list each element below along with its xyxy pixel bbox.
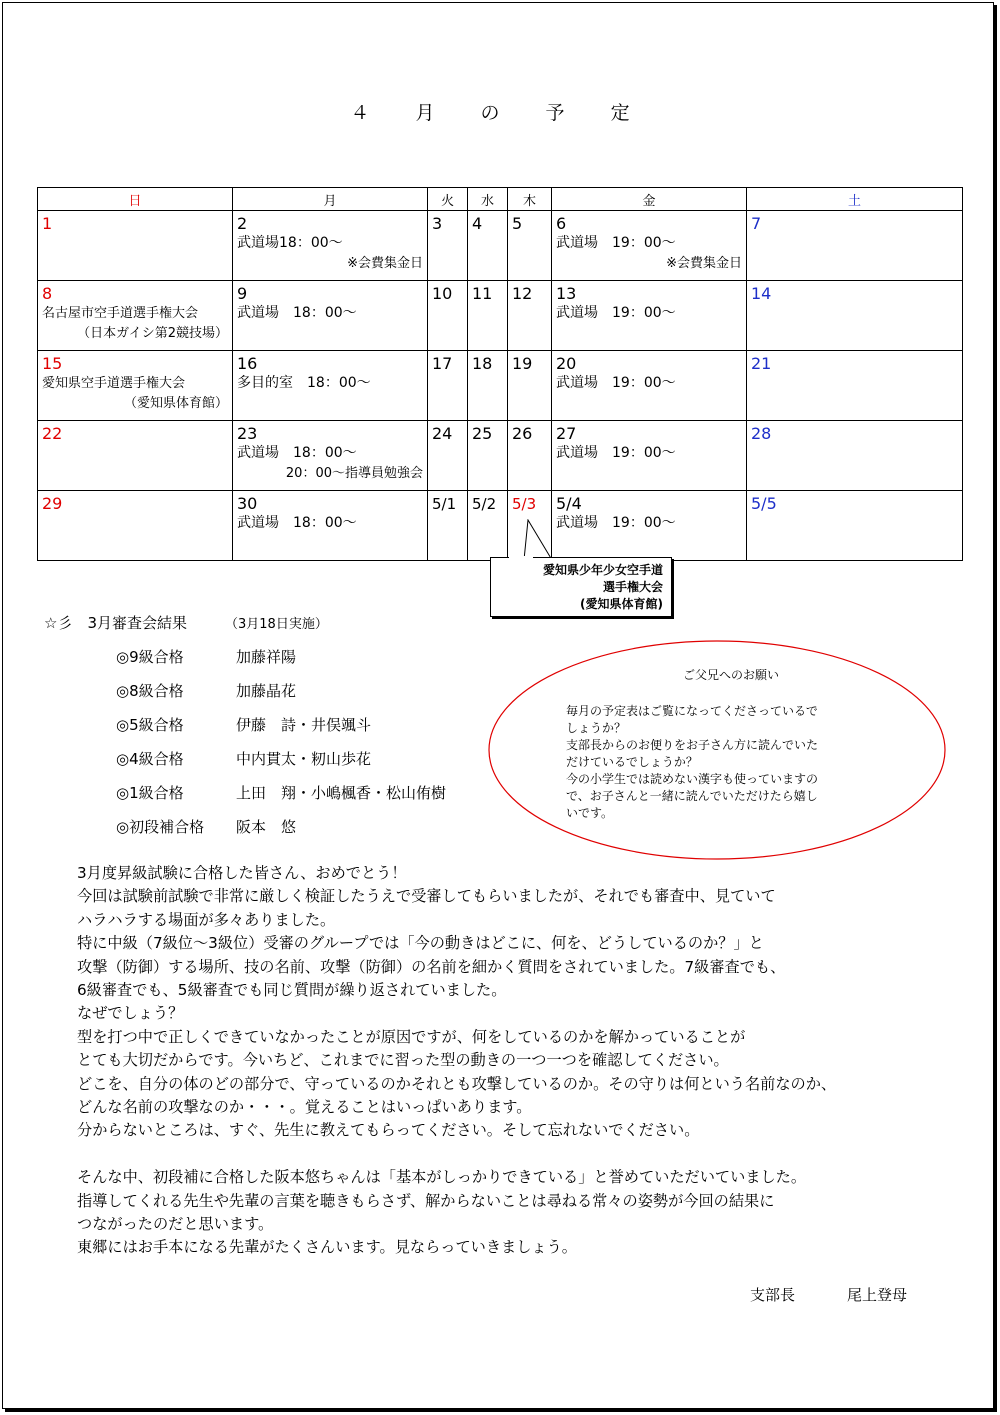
day-number: 28: [751, 424, 772, 443]
day-number: 1: [42, 214, 53, 233]
day-cell: [552, 281, 747, 351]
event-text: 武道場 18：00～: [237, 515, 357, 531]
callout-line: (愛知県体育館): [580, 597, 663, 611]
callout-pointer: [508, 519, 568, 561]
day-number: 25: [472, 424, 493, 443]
signature-name: 尾上登母: [847, 1286, 908, 1304]
result-names: 加藤晶花: [236, 682, 297, 700]
day-number: 29: [42, 494, 63, 513]
day-number: 9: [237, 284, 248, 303]
calendar-week-row: [38, 281, 963, 351]
day-number: 13: [556, 284, 577, 303]
event-text: 多目的室 18：00～: [237, 375, 371, 391]
event-text: 武道場18：00～: [237, 235, 343, 251]
day-cell: [428, 281, 468, 351]
body-line: 6級審査でも、5級審査でも同じ質問が繰り返されていました。: [77, 981, 507, 1000]
day-number: 10: [432, 284, 453, 303]
result-row: [116, 748, 446, 782]
header-friday: 金: [552, 188, 747, 211]
result-grade: ◎5級合格: [116, 716, 184, 734]
result-grade: ◎8級合格: [116, 682, 184, 700]
request-line: 今の小学生では読めない漢字も使っていますの: [566, 772, 819, 786]
day-number: 22: [42, 424, 63, 443]
day-number: 23: [237, 424, 258, 443]
body-line: とても大切だからです。今いちど、これまでに習った型の動きの一つ一つを確認してください。: [77, 1051, 729, 1070]
result-grade: ◎初段補合格: [116, 818, 205, 836]
header-saturday: 土: [747, 188, 963, 211]
day-number: 24: [432, 424, 453, 443]
day-cell: [552, 491, 747, 561]
event-text: 武道場 19：00～: [556, 305, 676, 321]
callout-line: 選手権大会: [602, 580, 663, 594]
day-cell: [508, 211, 552, 281]
day-cell: [508, 281, 552, 351]
day-number: 2: [237, 214, 248, 233]
results-date: （3月18日実施）: [225, 617, 328, 632]
day-number: 20: [556, 354, 577, 373]
day-cell: [552, 421, 747, 491]
day-number: 5/4: [556, 494, 582, 513]
result-row: [116, 646, 446, 680]
body-line: どんな名前の攻撃なのか・・・。覚えることはいっぱいあります。: [77, 1098, 532, 1117]
body-line: 型を打つ中で正しくできていなかったことが原因ですが、何をしているのかを解かっていることが: [77, 1027, 746, 1046]
day-number: 12: [512, 284, 533, 303]
tournament-callout: [490, 557, 672, 617]
result-names: 上田 翔・小嶋楓香・松山侑樹: [236, 784, 447, 802]
day-cell: [747, 491, 963, 561]
day-number: 7: [751, 214, 762, 233]
day-cell: [38, 211, 233, 281]
day-number: 5: [512, 214, 523, 233]
day-number: 17: [432, 354, 453, 373]
event-text: 武道場 18：00～: [237, 305, 357, 321]
day-cell: [468, 491, 508, 561]
day-cell: [552, 351, 747, 421]
day-cell: [233, 421, 428, 491]
day-cell: [747, 281, 963, 351]
results-heading: [44, 612, 328, 633]
body-line: 指導してくれる先生や先輩の言葉を聴きもらさず、解からないことは尋ねる常々の姿勢が今回の結果に: [77, 1191, 775, 1210]
event-text: 武道場 19：00～: [556, 445, 676, 461]
day-cell: [233, 281, 428, 351]
event-note: （愛知県体育館）: [123, 396, 228, 411]
callout-joint: [509, 556, 533, 559]
calendar-week-row: [38, 491, 963, 561]
day-cell: [428, 491, 468, 561]
page-title: ４ 月 の 予 定: [350, 102, 650, 124]
result-grade: ◎1級合格: [116, 784, 184, 802]
day-cell: [233, 211, 428, 281]
day-cell: [508, 351, 552, 421]
body-line: 特に中級（7級位～3級位）受審のグループでは「今の動きはどこに、何を、どうしているのか？」と: [77, 934, 764, 953]
day-number: 3: [432, 214, 443, 233]
day-cell: [233, 351, 428, 421]
event-text: 武道場 19：00～: [556, 515, 676, 531]
day-number: 18: [472, 354, 493, 373]
event-note: （日本ガイシ第2競技場）: [77, 326, 228, 341]
day-number: 27: [556, 424, 577, 443]
body-line: つながったのだと思います。: [77, 1215, 274, 1234]
day-number: 30: [237, 494, 258, 513]
body-line: 分からないところは、すぐ、先生に教えてもらってください。そして忘れないでください。: [77, 1121, 700, 1140]
body-line: 今回は試験前試験で非常に厳しく検証したうえで受審してもらいましたが、それでも審査中、見ていて: [77, 887, 776, 906]
day-cell: [428, 421, 468, 491]
day-cell: [38, 421, 233, 491]
schedule-calendar: [37, 187, 963, 561]
calendar-week-row: [38, 211, 963, 281]
signature: [750, 1284, 907, 1305]
body-line: ハラハラする場面が多々ありました。: [77, 910, 336, 929]
event-text: 愛知県空手道選手権大会: [42, 376, 186, 391]
day-cell: [233, 491, 428, 561]
day-cell: [38, 491, 233, 561]
result-grade: ◎4級合格: [116, 750, 184, 768]
request-line: で、お子さんと一緒に読んでいただけたら嬉し: [566, 789, 818, 803]
day-cell: [428, 211, 468, 281]
request-line: だけているでしょうか？: [566, 755, 698, 769]
result-names: 中内貫太・籾山歩花: [236, 750, 372, 768]
result-row: [116, 680, 446, 714]
event-text: 名古屋市空手道選手権大会: [42, 306, 199, 321]
header-tuesday: 火: [428, 188, 468, 211]
header-sunday: 日: [38, 188, 233, 211]
day-cell: [468, 211, 508, 281]
calendar-header-row: [38, 188, 963, 211]
callout-line: 愛知県少年少女空手道: [542, 563, 663, 577]
request-line: 毎月の予定表はご覧になってくださっているで: [566, 704, 818, 718]
day-number: 4: [472, 214, 483, 233]
event-text: 武道場 19：00～: [556, 235, 676, 251]
header-thursday: 木: [508, 188, 552, 211]
day-number: 5/1: [432, 495, 457, 513]
event-note: ※会費集金日: [666, 256, 742, 271]
result-names: 加藤祥陽: [236, 648, 297, 666]
day-cell: [38, 351, 233, 421]
result-grade: ◎9級合格: [116, 648, 184, 666]
day-cell: [508, 421, 552, 491]
day-number: 21: [751, 354, 772, 373]
header-monday: 月: [233, 188, 428, 211]
day-number: 16: [237, 354, 258, 373]
day-cell: [468, 421, 508, 491]
day-number: 14: [751, 284, 772, 303]
result-row: [116, 816, 446, 850]
day-cell: [468, 351, 508, 421]
request-line: 支部長からのお便りをお子さん方に読んでいた: [566, 738, 819, 752]
body-line: どこを、自分の体のどの部分で、守っているのかそれとも攻撃しているのか。その守りは何という名前なのか、: [77, 1074, 837, 1093]
body-line: 東郷にはお手本になる先輩がたくさんいます。見ならっていきましょう。: [77, 1238, 577, 1257]
calendar-week-row: [38, 351, 963, 421]
body-line: そんな中、初段補に合格した阪本悠ちゃんは「基本がしっかりできている」と誉めていただいていました。: [77, 1168, 806, 1187]
day-cell: [38, 281, 233, 351]
day-number: 8: [42, 284, 53, 303]
header-wednesday: 水: [468, 188, 508, 211]
results-title: ☆彡 3月審査会結果: [44, 614, 187, 632]
day-cell: [747, 421, 963, 491]
result-row: [116, 782, 446, 816]
day-number: 15: [42, 354, 63, 373]
calendar-week-row: [38, 421, 963, 491]
request-line: しょうか？: [566, 721, 627, 735]
day-cell: [747, 351, 963, 421]
event-text: 武道場 19：00～: [556, 375, 676, 391]
result-names: 伊藤 詩・井俣颯斗: [236, 716, 372, 734]
day-number: 19: [512, 354, 533, 373]
day-number: 5/3: [512, 495, 537, 513]
day-number: 5/2: [472, 495, 497, 513]
day-number: 6: [556, 214, 567, 233]
event-note: 20：00～指導員勉強会: [285, 466, 423, 481]
event-text: 武道場 18：00～: [237, 445, 357, 461]
day-cell: [468, 281, 508, 351]
request-line: いです。: [566, 806, 614, 820]
result-names: 阪本 悠: [236, 818, 297, 836]
signature-role: 支部長: [750, 1286, 796, 1304]
body-line: 3月度昇級試験に合格した皆さん、おめでとう！: [77, 864, 407, 882]
results-list: [116, 646, 446, 850]
message-body: [77, 862, 836, 1260]
day-number: 5/5: [751, 494, 777, 513]
body-line: なぜでしょう？: [77, 1004, 184, 1023]
day-number: 11: [472, 284, 493, 303]
day-cell: [552, 211, 747, 281]
day-cell: [428, 351, 468, 421]
request-title: ご父兄へのお願い: [682, 668, 779, 682]
result-row: [116, 714, 446, 748]
event-note: ※会費集金日: [347, 256, 423, 271]
day-number: 26: [512, 424, 533, 443]
parent-request: [566, 667, 876, 822]
day-cell: [747, 211, 963, 281]
body-line: 攻撃（防御）する場所、技の名前、攻撃（防御）の名前を細かく質問をされていました。7級審査でも、: [77, 957, 786, 976]
